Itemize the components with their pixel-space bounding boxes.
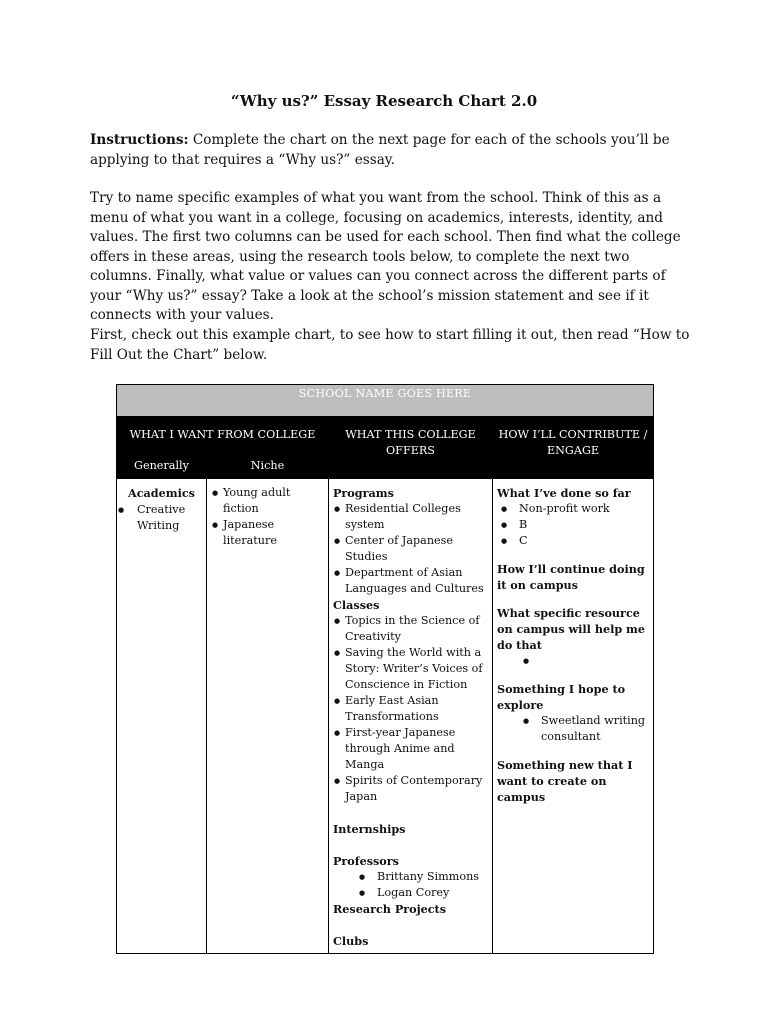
instructions-text: Complete the chart on the next page for each of the schools you’ll be applying to that requires a “Why us?” essay. bbox=[90, 132, 670, 168]
example-paragraph: First, check out this example chart, to see how to start filling it out, then read “How to Fill Out the Chart” below. bbox=[90, 327, 690, 363]
clubs-label: Clubs bbox=[333, 934, 369, 948]
list-item: ● Japanese literature bbox=[211, 517, 324, 549]
list-item: ● Young adult fiction bbox=[211, 485, 324, 517]
category-label: Academics bbox=[128, 486, 195, 500]
list-item: ● Early East Asian Transformations bbox=[333, 693, 488, 725]
want-header: WHAT I WANT FROM COLLEGE bbox=[117, 417, 329, 454]
list-item: ● Topics in the Science of Creativity bbox=[333, 613, 488, 645]
create-label: Something new that I want to create on campus bbox=[497, 758, 633, 804]
professors-label: Professors bbox=[333, 854, 399, 868]
list-item: ● Brittany Simmons bbox=[333, 869, 488, 885]
page-title: “Why us?” Essay Research Chart 2.0 bbox=[230, 92, 538, 110]
done-label: What I’ve done so far bbox=[497, 486, 631, 500]
internships-label: Internships bbox=[333, 822, 406, 836]
list-item: ● Center of Japanese Studies bbox=[333, 533, 488, 565]
list-item: ● Creative Writing bbox=[121, 502, 202, 534]
instructions-label: Instructions: bbox=[90, 132, 189, 148]
school-name-header: SCHOOL NAME GOES HERE bbox=[117, 385, 654, 417]
instructions-paragraph bbox=[90, 131, 690, 170]
list-item bbox=[497, 653, 649, 669]
continue-label: How I’ll continue doing it on campus bbox=[497, 562, 645, 592]
resource-label: What specific resource on campus will help me do that bbox=[497, 606, 645, 652]
list-item: ● First-year Japanese through Anime and Manga bbox=[333, 725, 488, 773]
programs-label: Programs bbox=[333, 486, 394, 500]
contribute-cell bbox=[493, 479, 654, 954]
generally-cell bbox=[117, 479, 207, 954]
list-item: ● C bbox=[497, 533, 649, 549]
list-item: ● B bbox=[497, 517, 649, 533]
guidance-paragraph: Try to name specific examples of what you want from the school. Think of this as a menu of what you want in a college, focusing on academics, interests, identity, and values. The first two columns can be used for each school. Then find what the college offers in these areas, using the research tools below, to complete the next two columns. Finally, what value or values can you connect across the different parts of your “Why us?” essay? Take a look at the school’s mission statement and see if it connects with your values. bbox=[90, 190, 681, 323]
list-item: ● Logan Corey bbox=[333, 885, 488, 901]
niche-header: Niche bbox=[207, 454, 329, 479]
list-item: ● Saving the World with a Story: Writer’s Voices of Conscience in Fiction bbox=[333, 645, 488, 693]
offers-header: WHAT THIS COLLEGE OFFERS bbox=[329, 417, 493, 479]
list-item: ● Spirits of Contemporary Japan bbox=[333, 773, 488, 805]
generally-header: Generally bbox=[117, 454, 207, 479]
research-label: Research Projects bbox=[333, 902, 447, 916]
classes-label: Classes bbox=[333, 598, 380, 612]
contribute-header: HOW I’LL CONTRIBUTE / ENGAGE bbox=[493, 417, 654, 479]
research-chart bbox=[116, 384, 654, 954]
offers-cell bbox=[329, 479, 493, 954]
list-item: ● Residential Colleges system bbox=[333, 501, 488, 533]
explore-label: Something I hope to explore bbox=[497, 682, 626, 712]
list-item: ● Sweetland writing consultant bbox=[497, 713, 649, 745]
niche-cell bbox=[207, 479, 329, 954]
list-item: ● Non-profit work bbox=[497, 501, 649, 517]
list-item: ● Department of Asian Languages and Cultures bbox=[333, 565, 488, 597]
